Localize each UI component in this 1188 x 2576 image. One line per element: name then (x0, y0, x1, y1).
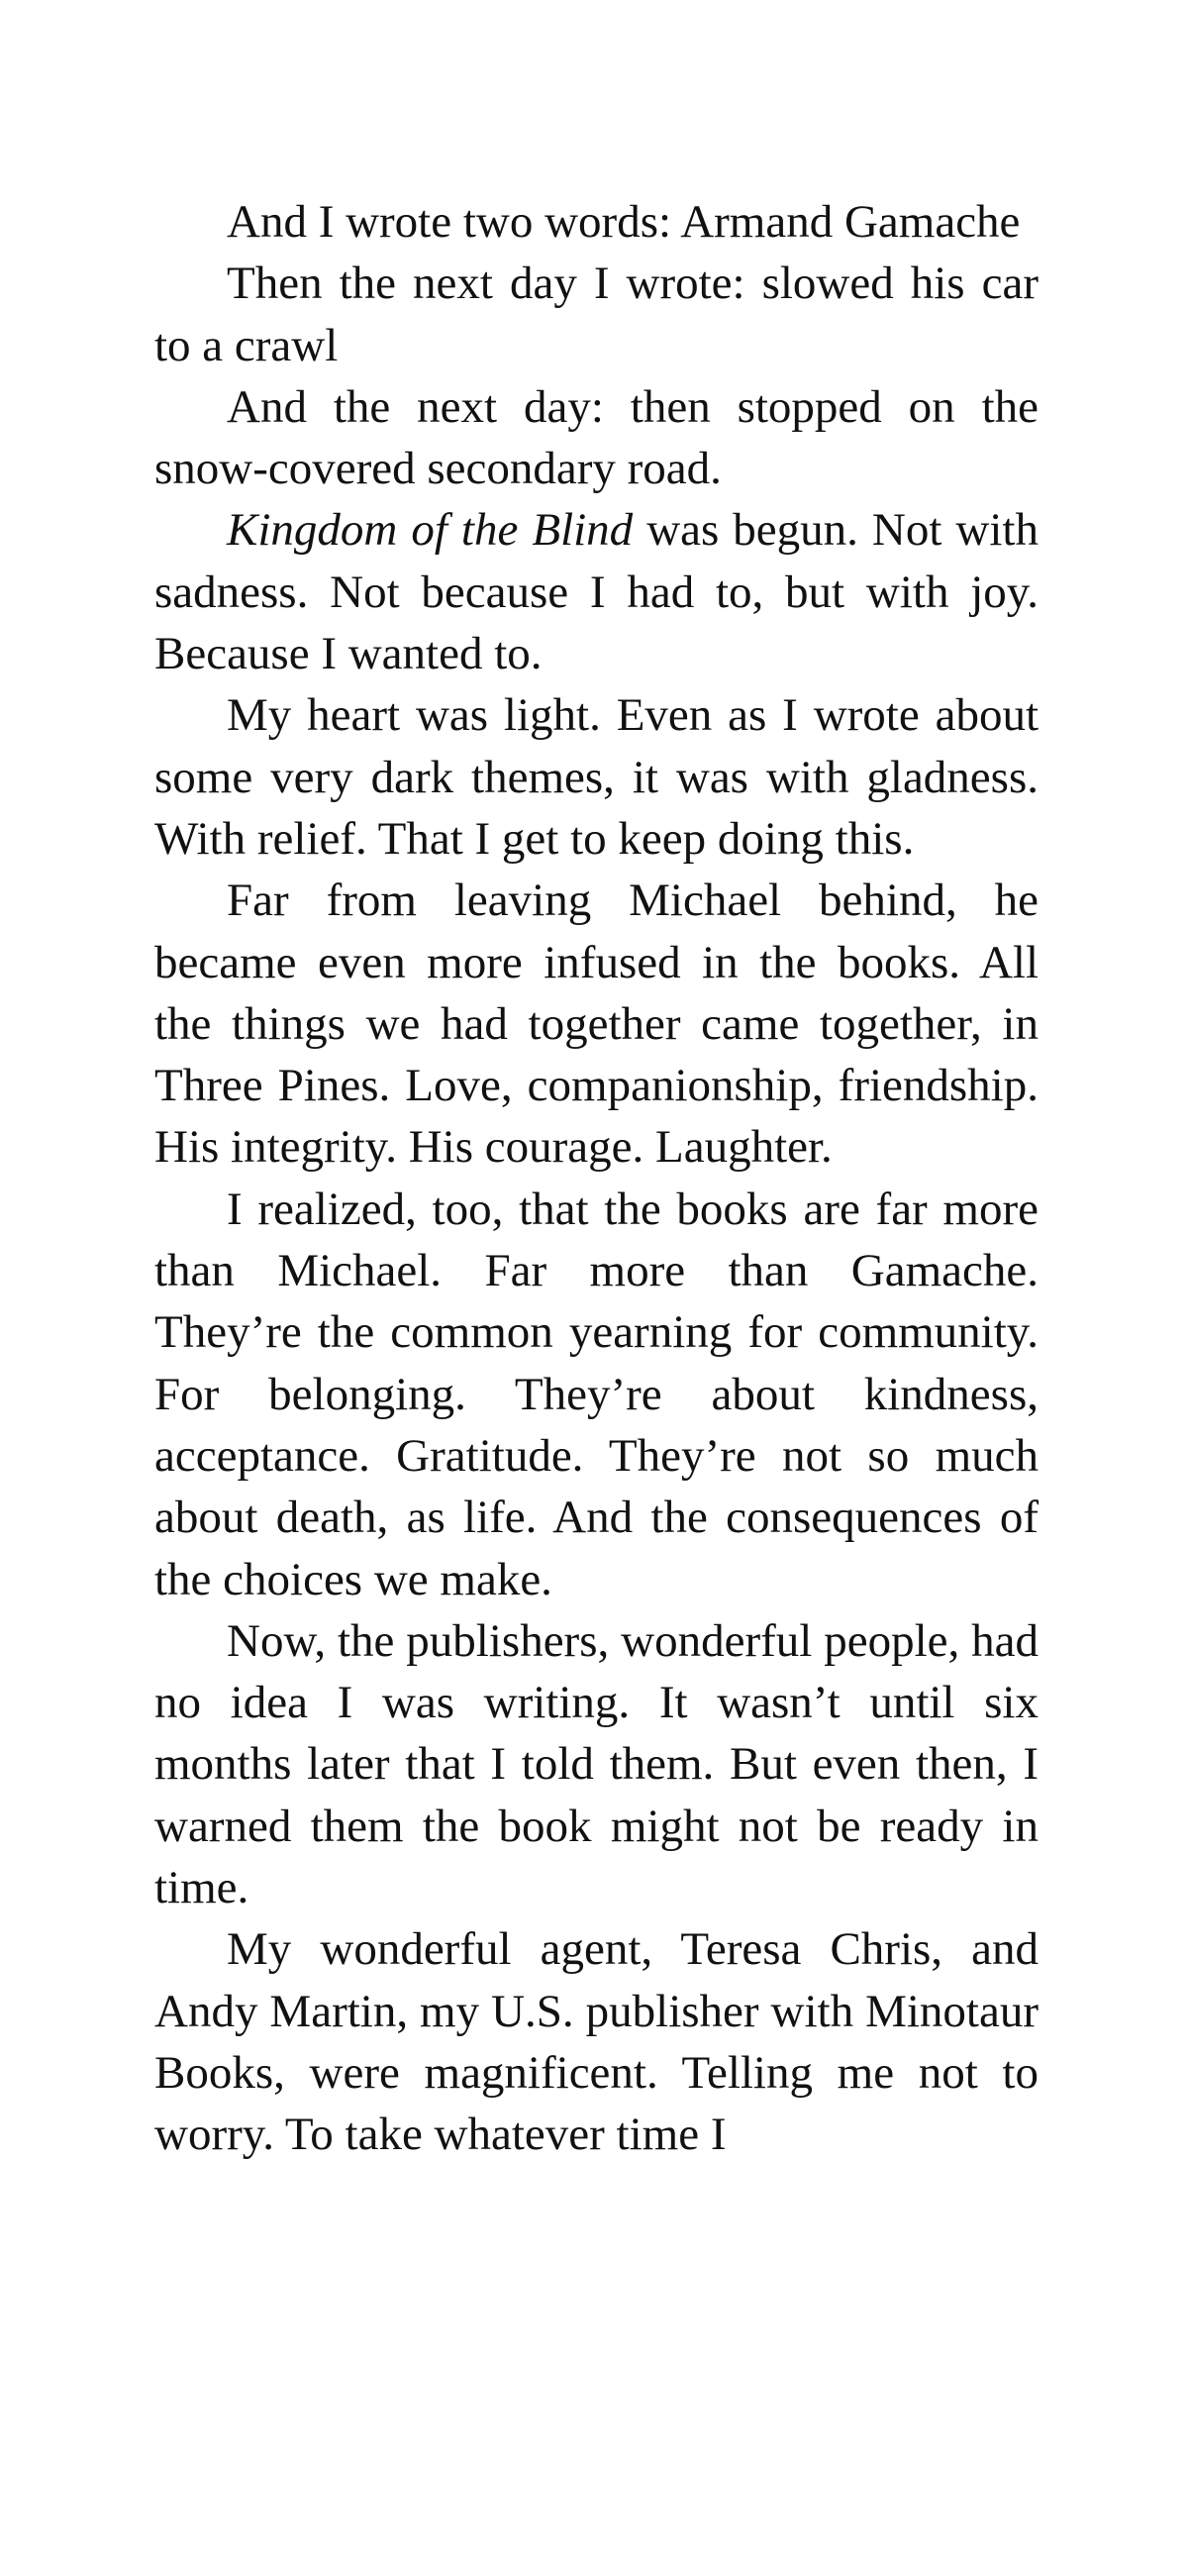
paragraph-1 (154, 191, 1039, 253)
paragraph-2 (154, 253, 1039, 376)
paragraph-2-text: Then the next day I wrote: slowed his car to a crawl (154, 258, 1039, 371)
paragraph-4 (154, 499, 1039, 684)
paragraph-8-text: Now, the publishers, wonderful people, had no idea I was writing. It wasn’t until six months later that I told them. But even then, I warned them the book might not be ready in time. (154, 1614, 1039, 1914)
paragraph-9-text: My wonderful agent, Teresa Chris, and Andy Martin, my U.S. publisher with Minotaur Books, were magnificent. Telling me not to worry. To take whatever time I (154, 1923, 1039, 2161)
paragraph-3-text: And the next day: then stopped on the snow-covered secondary road. (154, 380, 1039, 495)
paragraph-1-text: And I wrote two words: Armand Gamache (227, 196, 1021, 248)
paragraph-5 (154, 684, 1039, 870)
paragraph-7-text: I realized, too, that the books are far more than Michael. Far more than Gamache. They’re the common yearning for community. For belonging. They’re about kindness, acceptance. Gratitude. They’re not so much about death, as life. And the consequences of the choices we make. (154, 1183, 1039, 1605)
book-title-italic: Kingdom of the Blind (227, 504, 634, 557)
book-page (154, 191, 1039, 2166)
paragraph-6-text: Far from leaving Michael behind, he became even more infused in the books. All the things we had together came together, in Three Pines. Love, companionship, friendship. His integrity. His courage. Laughter. (154, 875, 1039, 1174)
paragraph-3 (154, 376, 1039, 500)
paragraph-8 (154, 1610, 1039, 1918)
paragraph-7 (154, 1179, 1039, 1610)
paragraph-9 (154, 1918, 1039, 2165)
paragraph-6 (154, 870, 1039, 1178)
paragraph-4-text: was begun. Not with sadness. Not because I had to, but with joy. Because I wanted to. (154, 504, 1039, 680)
paragraph-5-text: My heart was light. Even as I wrote about some very dark themes, it was with gladness. With relief. That I get to keep doing this. (154, 689, 1039, 865)
